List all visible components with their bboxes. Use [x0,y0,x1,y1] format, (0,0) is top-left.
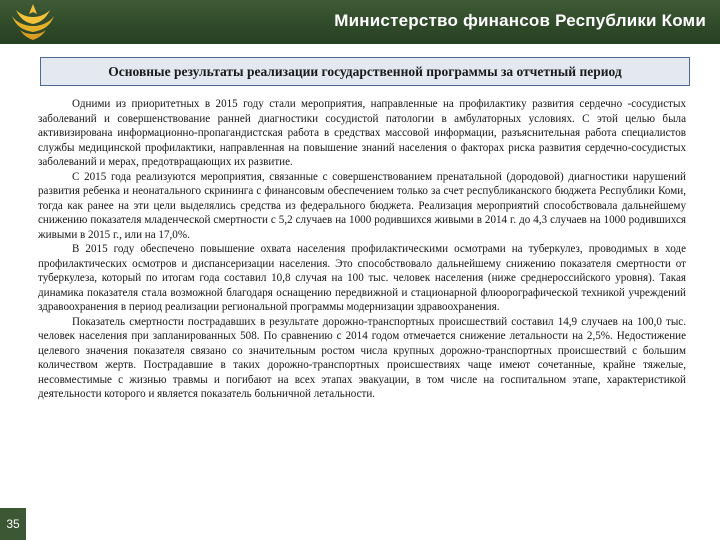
paragraph-2: С 2015 года реализуются мероприятия, связанные с совершенствованием пренатальной (дородовой) диагностики нарушений развития ребенка и неонатального скрининга с финансовым обеспечением только за счет республиканского бюджета Республики Коми, тогда как ранее на эти цели выделялись средства из федерального бюджета. Реализация мероприятий способствовала дальнейшему снижению показателя младенческой смертности с 5,2 случаев на 1000 родившихся живыми в 2014 г. до 4,3 случаев на 1000 родившихся живыми в 2015 г., или на 17,0%. [38,170,686,241]
paragraph-1: Одними из приоритетных в 2015 году стали мероприятия, направленные на профилактику развития сердечно -сосудистых заболеваний и совершенствование ранней диагностики сосудистой патологии в амбулаторных условиях. С этой целью была активизирована информационно-пропагандистская работа в средствах массовой информации, разъяснительная работа специалистов службы медицинской профилактики, направленная на повышение знаний населения о факторах риска развития сердечно-сосудистых заболеваний и мерах, предотвращающих их развитие. [38,98,686,168]
paragraph-3: В 2015 году обеспечено повышение охвата населения профилактическими осмотрами на туберкулез, проводимых в ходе профилактических осмотров и диспансеризации населения. Это способствовало дальнейшему снижению показателя смертности от туберкулеза, который по итогам года составил 10,8 случая на 100 тыс. человек населения (ниже среднероссийского уровня). Такая динамика показателя стала возможной благодаря оснащению передвижной и стационарной флюорографической техникой учреждений здравоохранения в период реализации региональной программы модернизации здравоохранения. [38,243,686,313]
page-number: 35 [0,508,26,540]
left-strip [0,44,34,540]
header-title: Министерство финансов Республики Коми [334,11,706,30]
header-bar [0,0,720,44]
subtitle-box [40,57,690,86]
komi-emblem-icon [6,0,60,44]
slide-subtitle: Основные результаты реализации государственной программы за отчетный период [108,63,622,79]
paragraph-4: Показатель смертности пострадавших в результате дорожно-транспортных происшествий составил 14,9 случаев на 100,0 тыс. человек населения при запланированных 508. По сравнению с 2014 годом отмечается снижение летальности на 2,5%. Недостижение целевого значения показателя связано со значительным ростом числа крупных дорожно-транспортных происшествий с большим количеством жертв. Пострадавшие в таких дорожно-транспортных происшествиях чаще имеют сочетанные, крайне тяжелые, несовместимые с жизнью травмы и погибают на всех этапах эвакуации, в том числе на госпитальном этапе, характеристикой деятельности которого и является показатель больничной летальности. [38,315,686,400]
body-text [38,97,686,402]
